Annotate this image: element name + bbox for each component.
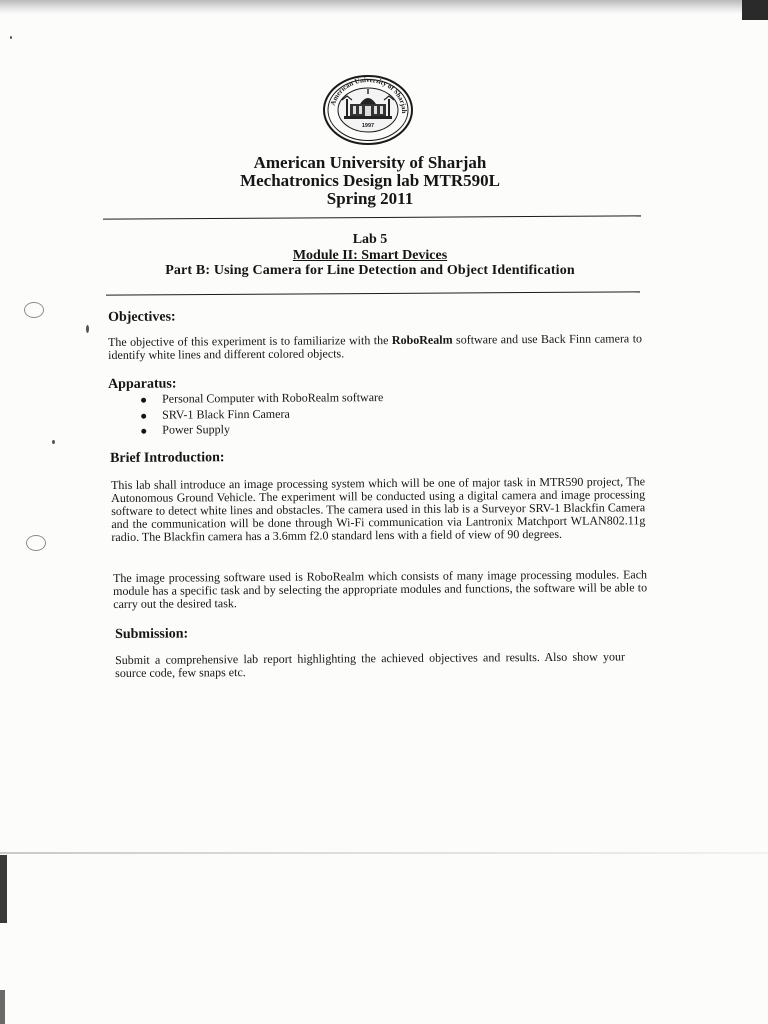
introduction-paragraph-1: This lab shall introduce an image processing system which will be one of major task in MTR590 project, The Autonomous Ground Vehicle. The experiment will be conducted using a digital camera and image processing software to detect white lines and obstacles. The camera used in this lab is a Surveyor SRV-1 Blackfin Camera and the communication will be done through Wi-Fi communication via Lantronix Matchport WLAN802.11g radio. The Blackfin camera has a 3.6mm f2.0 standard lens with a field of view of 90 degrees.: [110, 474, 646, 544]
introduction-section: [110, 448, 650, 465]
module-title: Module II: Smart Devices: [292, 248, 448, 263]
objectives-heading: Objectives:: [107, 309, 176, 325]
submission-text: Submit a comprehensive lab report highlighting the achieved objectives and results. Also show your source code, few snaps etc.: [114, 649, 626, 680]
objectives-body: [108, 332, 642, 362]
submission-section: [115, 624, 655, 641]
submission-heading: Submission:: [114, 626, 189, 642]
part-title: Part B: Using Camera for Line Detection and Object Identification: [165, 263, 575, 278]
scan-speck: [86, 325, 89, 333]
bullet-icon: [141, 398, 146, 403]
scan-speck: [10, 36, 12, 39]
introduction-body-2: [113, 568, 647, 611]
punch-hole-upper: [24, 302, 44, 318]
introduction-body: [111, 475, 645, 544]
term: Spring 2011: [326, 189, 414, 208]
software-name: RoboRealm: [391, 332, 453, 348]
university-name: American University of Sharjah: [253, 153, 487, 172]
scan-edge-mark-lower: [0, 990, 5, 1024]
university-seal-logo: [322, 74, 414, 146]
seal-arc-text: American University of Sharjah: [328, 75, 409, 114]
list-item: SRV-1 Black Finn Camera: [138, 406, 383, 423]
bullet-icon: [141, 413, 146, 418]
apparatus-list: [138, 390, 384, 438]
course-title: Mechatronics Design lab MTR590L: [240, 171, 500, 190]
seal-year: 1997: [361, 123, 375, 129]
submission-body: [115, 650, 625, 680]
introduction-heading: Brief Introduction:: [109, 450, 225, 466]
scan-corner-shadow: [742, 0, 768, 20]
scan-top-shadow: [0, 0, 768, 14]
introduction-paragraph-2: The image processing software used is RoboRealm which consists of many image processing modules. Each module has a specific task and by selecting the appropriate modules and functions, the software will be able to carry out the desired task.: [112, 567, 648, 611]
header-divider-bottom: [106, 291, 640, 295]
scan-fold-edge: [0, 852, 768, 854]
lab-number: Lab 5: [352, 232, 388, 247]
header-divider-top: [103, 215, 641, 219]
scan-speck: [52, 440, 55, 444]
objectives-text: The objective of this experiment is to familiarize with the RoboRealm software and use Back Finn camera to identify white lines and different colored objects.: [107, 331, 643, 362]
list-item: Personal Computer with RoboRealm software: [138, 390, 383, 407]
scan-edge-mark: [0, 855, 7, 923]
apparatus-list-container: [108, 388, 648, 442]
objectives-section: [108, 307, 648, 324]
apparatus-heading: Apparatus:: [107, 376, 177, 392]
punch-hole-lower: [26, 535, 46, 551]
list-item: Power Supply: [138, 421, 383, 438]
bullet-icon: [141, 429, 146, 434]
